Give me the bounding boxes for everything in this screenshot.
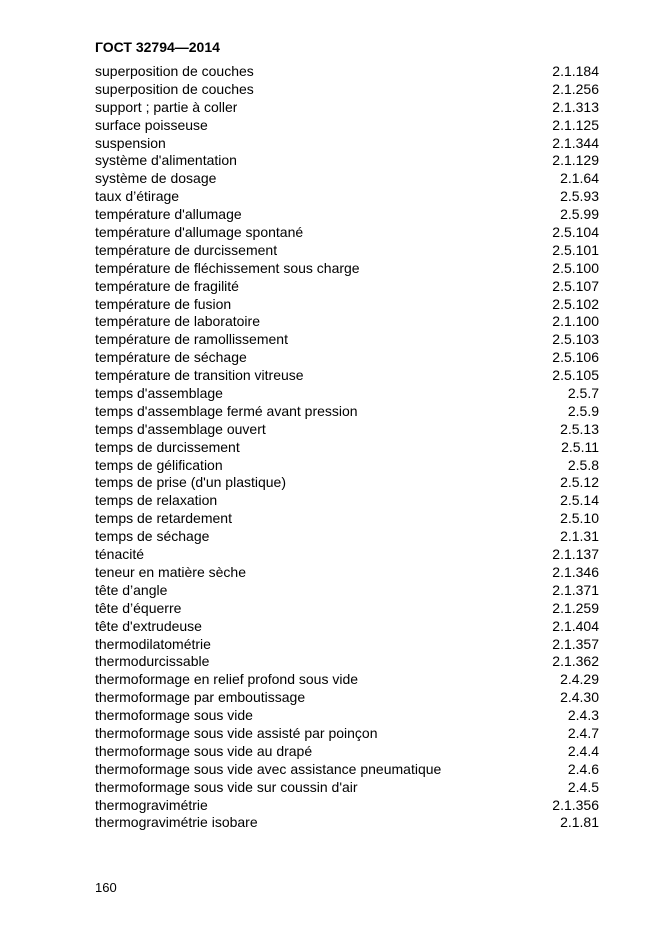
index-entry-term: thermoformage sous vide avec assistance pneumatique (95, 760, 442, 777)
index-entry-term: superposition de couches (95, 80, 254, 97)
index-entry-term: temps d'assemblage fermé avant pression (95, 402, 358, 419)
index-entry-ref: 2.1.100 (552, 313, 599, 330)
index-entry-ref: 2.5.9 (567, 402, 599, 419)
index-entry (95, 439, 599, 457)
index-entry-ref: 2.5.8 (567, 456, 599, 473)
index-entry-ref: 2.1.184 (552, 63, 599, 79)
index-entry-term: température d'allumage (95, 206, 242, 223)
index-entry-term: temps d'assemblage (95, 385, 223, 402)
index-entry (95, 457, 599, 475)
index-entry (95, 582, 599, 600)
index-entry (95, 546, 599, 564)
index-entry-ref: 2.4.3 (567, 707, 599, 724)
document-header: ГОСТ 32794—2014 (95, 39, 220, 55)
index-entry (95, 331, 599, 349)
index-entry-term: température d'allumage spontané (95, 224, 304, 241)
index-entry (95, 224, 599, 242)
index-entry-term: temps d'assemblage ouvert (95, 420, 266, 437)
index-entry (95, 242, 599, 260)
index-entry (95, 707, 599, 725)
index-entry (95, 349, 599, 367)
index-entry-ref: 2.1.357 (552, 635, 599, 652)
index-entry-ref: 2.5.102 (552, 295, 599, 312)
index-entry-term: surface poisseuse (95, 116, 208, 133)
index-entry-ref: 2.1.346 (552, 563, 599, 580)
index-entry-term: thermoformage par emboutissage (95, 689, 306, 706)
index-entry-ref: 2.4.5 (567, 778, 599, 795)
index-entry (95, 653, 599, 671)
index-entry-ref: 2.4.30 (560, 689, 599, 706)
index-entry-term: thermoformage sous vide assisté par poinçon (95, 724, 378, 741)
index-entry (95, 797, 599, 815)
index-entry-ref: 2.5.103 (552, 331, 599, 348)
index-entry (95, 403, 599, 421)
index-entry (95, 510, 599, 528)
index-entry-ref: 2.4.4 (567, 742, 599, 759)
index-entry (95, 600, 599, 618)
index-entry (95, 296, 599, 314)
index-entry-term: thermogravimétrie isobare (95, 814, 258, 831)
index-entry (95, 278, 599, 296)
index-entry (95, 725, 599, 743)
index-entry-term: température de fléchissement sous charge (95, 259, 360, 276)
index-entry (95, 367, 599, 385)
index-entry-term: température de transition vitreuse (95, 367, 304, 384)
index-entry (95, 492, 599, 510)
index-entry-term: temps de durcissement (95, 438, 240, 455)
index-entry (95, 421, 599, 439)
index-entry-ref: 2.1.362 (552, 653, 599, 670)
index-entry-term: température de laboratoire (95, 313, 260, 330)
index-entry-term: thermodurcissable (95, 653, 210, 670)
index-entry-term: tête d’angle (95, 581, 168, 598)
index-entry-term: système de dosage (95, 170, 217, 187)
index-entry-ref: 2.1.404 (552, 617, 599, 634)
index-entry-ref: 2.5.107 (552, 277, 599, 294)
index-entry-term: température de durcissement (95, 241, 278, 258)
index-entry-term: taux d’étirage (95, 188, 180, 205)
index-entry (95, 385, 599, 403)
index-entry-ref: 2.1.125 (552, 116, 599, 133)
index-entry (95, 99, 599, 117)
index-entry (95, 814, 599, 832)
index-entry (95, 135, 599, 153)
index-entry (95, 689, 599, 707)
index-entry-term: thermoformage sous vide sur coussin d'air (95, 778, 358, 795)
index-entry (95, 743, 599, 761)
index-entry (95, 63, 599, 81)
index-entry-ref: 2.5.105 (552, 367, 599, 384)
index-entry-term: température de fragilité (95, 277, 239, 294)
index-entry (95, 81, 599, 99)
index-entry-term: thermodilatométrie (95, 635, 211, 652)
index-entry-term: support ; partie à coller (95, 98, 238, 115)
index-entry-ref: 2.1.137 (552, 546, 599, 563)
index-entry-ref: 2.5.100 (552, 259, 599, 276)
index-entry (95, 528, 599, 546)
index-entry-ref: 2.1.344 (552, 134, 599, 151)
index-entry-term: thermogravimétrie (95, 796, 208, 813)
index-entry-term: thermoformage sous vide (95, 707, 253, 724)
index-entry-list (95, 63, 599, 832)
index-entry-ref: 2.1.371 (552, 581, 599, 598)
index-entry-ref: 2.1.129 (552, 152, 599, 169)
index-entry-term: tête d'extrudeuse (95, 617, 202, 634)
index-entry (95, 152, 599, 170)
index-entry-term: temps de prise (d'un plastique) (95, 474, 286, 491)
index-entry-ref: 2.1.313 (552, 98, 599, 115)
index-entry-term: température de séchage (95, 349, 247, 366)
index-entry-ref: 2.1.356 (552, 796, 599, 813)
index-entry-term: suspension (95, 134, 166, 151)
index-entry-ref: 2.5.11 (561, 438, 599, 455)
index-entry-term: système d'alimentation (95, 152, 237, 169)
index-entry (95, 779, 599, 797)
index-entry-ref: 2.1.259 (552, 599, 599, 616)
index-entry-ref: 2.1.81 (560, 814, 599, 831)
index-entry-ref: 2.5.93 (560, 188, 599, 205)
index-entry-term: temps de gélification (95, 456, 223, 473)
index-entry-term: température de fusion (95, 295, 232, 312)
index-entry-ref: 2.5.13 (560, 420, 599, 437)
index-entry-term: thermoformage en relief profond sous vide (95, 671, 359, 688)
index-entry (95, 313, 599, 331)
index-entry-ref: 2.5.14 (560, 492, 599, 509)
index-entry-term: temps de séchage (95, 528, 210, 545)
index-entry-term: tête d’équerre (95, 599, 182, 616)
index-entry-ref: 2.1.31 (560, 528, 599, 545)
index-entry-ref: 2.5.104 (552, 224, 599, 241)
index-entry-ref: 2.1.64 (560, 170, 599, 187)
index-entry-ref: 2.4.29 (560, 671, 599, 688)
index-entry-term: teneur en matière sèche (95, 563, 246, 580)
index-entry-ref: 2.5.99 (560, 206, 599, 223)
index-entry-ref: 2.5.10 (560, 510, 599, 527)
index-entry-term: temps de relaxation (95, 492, 218, 509)
index-entry-ref: 2.1.256 (552, 80, 599, 97)
index-entry (95, 618, 599, 636)
index-entry (95, 564, 599, 582)
index-entry-term: temps de retardement (95, 510, 232, 527)
index-entry-term: superposition de couches (95, 63, 254, 79)
index-entry (95, 474, 599, 492)
index-entry-ref: 2.5.106 (552, 349, 599, 366)
index-entry-term: thermoformage sous vide au drapé (95, 742, 313, 759)
index-entry-term: température de ramollissement (95, 331, 288, 348)
index-entry-ref: 2.4.7 (567, 724, 599, 741)
index-entry-ref: 2.4.6 (567, 760, 599, 777)
page-number: 160 (95, 880, 117, 895)
index-entry (95, 206, 599, 224)
index-entry (95, 117, 599, 135)
index-entry (95, 260, 599, 278)
index-entry (95, 636, 599, 654)
index-entry-term: ténacité (95, 546, 145, 563)
index-entry-ref: 2.5.101 (552, 241, 599, 258)
index-entry (95, 188, 599, 206)
index-entry (95, 671, 599, 689)
index-entry-ref: 2.5.12 (560, 474, 599, 491)
index-entry (95, 170, 599, 188)
index-entry-ref: 2.5.7 (567, 385, 599, 402)
index-entry (95, 761, 599, 779)
